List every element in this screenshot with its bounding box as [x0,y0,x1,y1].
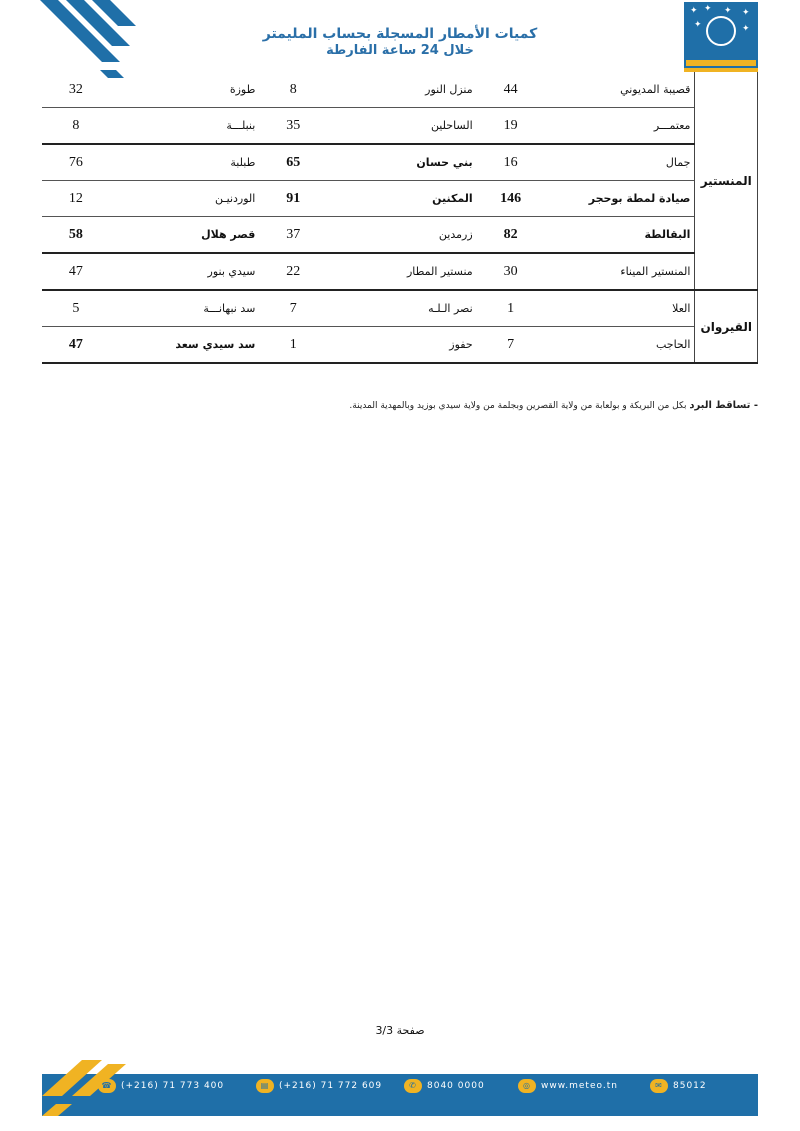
rain-value: 8 [72,117,80,133]
station-name: بني حسان [416,156,473,169]
table-row [42,253,758,290]
station-name: العلا [672,302,691,315]
rain-value: 32 [68,81,83,97]
station-name: زرمدين [438,228,473,241]
fax-icon: ▤ [256,1079,274,1093]
rain-value: 58 [68,226,83,242]
web-icon: ◎ [518,1079,536,1093]
header-stripes-decoration [0,0,150,80]
station-name: المنستير الميناء [620,265,691,278]
rain-value: 82 [503,226,518,242]
station-name: الحاجب [655,338,691,351]
station-name: منزل النور [425,83,473,96]
rain-value: 16 [503,154,518,170]
page-title: كميات الأمطار المسجلة بحساب المليمتر [262,26,538,42]
table-row [42,290,758,327]
station-name: طبلبة [230,156,256,169]
rain-value: 76 [68,154,83,170]
table-row [42,217,758,254]
station-name: بنبلـــة [226,119,256,132]
contact-text: 8040 0000 [427,1081,485,1091]
station-name: سد سيدي سعد [175,338,256,351]
footer [42,1060,758,1116]
rain-value: 22 [286,263,301,279]
page-number: صفحة 3/3 [375,1024,425,1037]
hail-note [349,400,758,411]
rainfall-table [42,72,758,364]
rain-value: 12 [68,190,83,206]
station-name: قصيبة المديوني [620,83,691,96]
rain-value: 5 [72,300,80,316]
rain-value: 1 [507,300,515,316]
station-name: جمال [665,156,691,169]
contact-hotline [404,1079,485,1093]
institute-logo: ✦ ✦ ✦ ✦ ✦ ✦ [684,2,758,72]
rain-value: 47 [68,263,83,279]
governorate-cell: المنستير [695,72,758,290]
table-row [42,327,758,364]
rain-value: 35 [286,117,301,133]
station-name: حفوز [449,338,473,351]
contact-fax [256,1079,382,1093]
station-name: المكنين [432,192,473,205]
station-name: طوزة [229,83,256,96]
rain-value: 19 [503,117,518,133]
hotline-icon: ✆ [404,1079,422,1093]
contact-phone [98,1079,224,1093]
rain-value: 37 [286,226,301,242]
table-row [42,72,758,108]
rain-value: 47 [68,336,83,352]
sms-icon: ✉ [650,1079,668,1093]
page-subtitle: خلال 24 ساعة الفارطة [326,43,474,58]
rain-value: 1 [289,336,297,352]
contact-text: 85012 [673,1081,707,1091]
table-row [42,144,758,181]
contact-text[interactable]: www.meteo.tn [541,1081,618,1091]
rain-value: 8 [289,81,297,97]
contact-web[interactable] [518,1079,618,1093]
hail-note-text: بكل من البريكة و بولعابة من ولاية القصرين وبجلمة من ولاية سيدي بوزيد وبالمهدية المدينة. [349,401,687,411]
station-name: الوردنيـن [215,192,256,205]
rain-value: 91 [286,190,301,206]
phone-icon: ☎ [98,1079,116,1093]
contact-text: (+216) 71 772 609 [279,1081,383,1091]
station-name: معتمـــر [653,119,691,132]
contact-text: (+216) 71 773 400 [121,1081,225,1091]
station-name: نصر الـلـه [428,302,473,315]
hail-note-heading: - تساقط البرد [689,400,758,411]
rain-value: 7 [289,300,297,316]
governorate-cell: القيروان [695,290,758,363]
rain-value: 146 [500,190,522,206]
table-row [42,108,758,145]
footer-address: B. P. n°156 · 2035 · Tunis Carthage · ص.ب. 156 قرطاج · 2035 · تونس قرطاج [202,1062,567,1072]
station-name: الساحلين [430,119,473,132]
rain-value: 7 [507,336,515,352]
station-name: سد نبهانـــة [203,302,256,315]
station-name: سيدي بنور [207,265,256,278]
table-row [42,181,758,217]
rain-value: 30 [503,263,518,279]
rain-value: 44 [503,81,518,97]
station-name: منستير المطار [406,265,473,278]
station-name: صيادة لمطة بوحجر [588,192,691,205]
contact-sms [650,1079,707,1093]
station-name: البقالطة [644,228,691,241]
rain-value: 65 [286,154,301,170]
station-name: قصر هلال [201,228,256,241]
